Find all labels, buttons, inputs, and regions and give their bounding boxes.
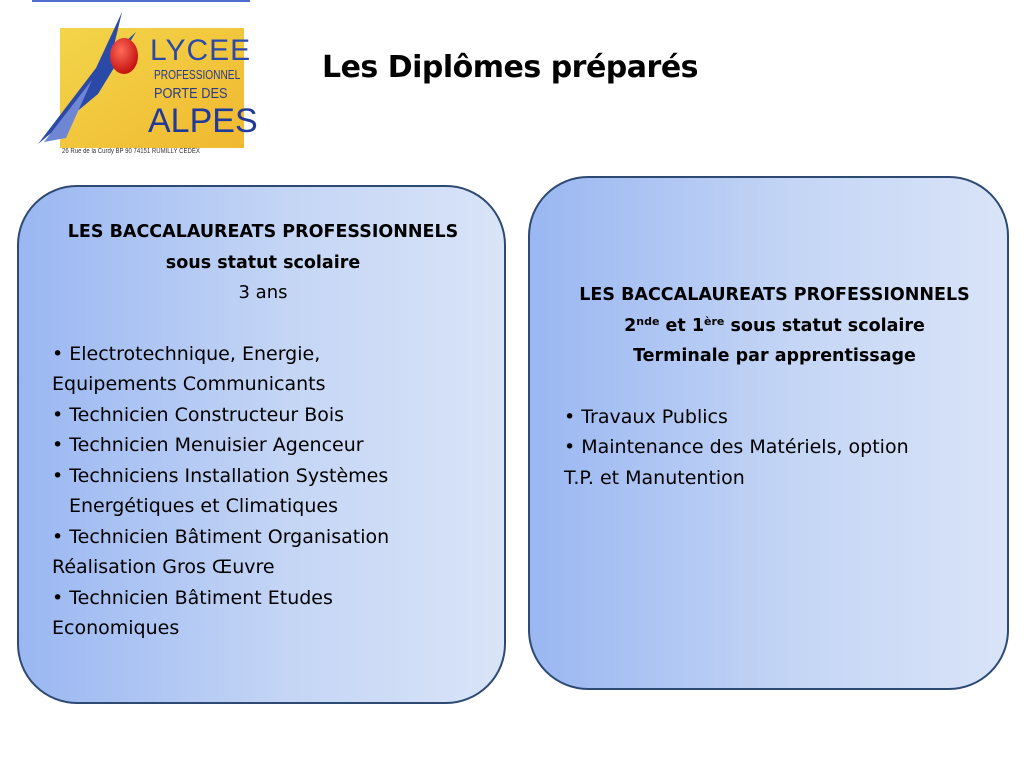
logo-address: 26 Rue de la Curdy BP 90 74151 RUMILLY CEDEX: [62, 148, 200, 155]
list-item: • Technicien Bâtiment Organisation: [52, 525, 390, 548]
top-accent-line: [32, 0, 250, 2]
page-title: Les Diplômes préparés: [321, 50, 699, 85]
right-subheading-part: sous statut scolaire: [724, 315, 925, 336]
list-item: • Maintenance des Matériels, option: [564, 436, 909, 458]
superscript-ere: ère: [704, 314, 725, 328]
left-heading: LES BACCALAUREATS PROFESSIONNELS: [67, 222, 459, 242]
superscript-nde: nde: [636, 314, 660, 328]
list-item: Energétiques et Climatiques: [69, 495, 338, 517]
list-item: Equipements Communicants: [52, 373, 326, 395]
left-duration: 3 ans: [238, 282, 288, 303]
logo-porte-des-text: PORTE DES: [154, 85, 228, 102]
left-diploma-panel: [17, 185, 506, 704]
list-item: Economiques: [52, 617, 180, 639]
list-item: • Technicien Menuisier Agenceur: [52, 434, 364, 456]
right-subheading: [564, 311, 985, 342]
left-subheading: sous statut scolaire: [165, 252, 361, 273]
logo-professionnel-text: PROFESSIONNEL: [154, 67, 241, 82]
spacer: [52, 309, 474, 339]
list-item: T.P. et Manutention: [564, 466, 745, 489]
logo-alpes-text: ALPES: [148, 102, 258, 140]
right-diploma-panel: [528, 176, 1009, 690]
list-item: • Techniciens Installation Systèmes: [52, 464, 389, 487]
school-logo: [36, 8, 258, 160]
list-item: • Travaux Publics: [564, 405, 728, 428]
right-subheading-part: et 1: [659, 315, 705, 336]
list-item: • Electrotechnique, Energie,: [52, 342, 321, 365]
list-item: Réalisation Gros Œuvre: [52, 556, 275, 578]
right-subheading-part: 2: [624, 315, 637, 336]
list-item: • Technicien Bâtiment Etudes: [52, 586, 333, 609]
list-item: • Technicien Constructeur Bois: [52, 403, 345, 426]
logo-lycee-text: LYCEE: [150, 34, 252, 67]
right-apprenticeship-heading: Terminale par apprentissage: [633, 346, 916, 366]
right-heading: LES BACCALAUREATS PROFESSIONNELS: [579, 285, 970, 305]
spacer: [564, 372, 985, 402]
